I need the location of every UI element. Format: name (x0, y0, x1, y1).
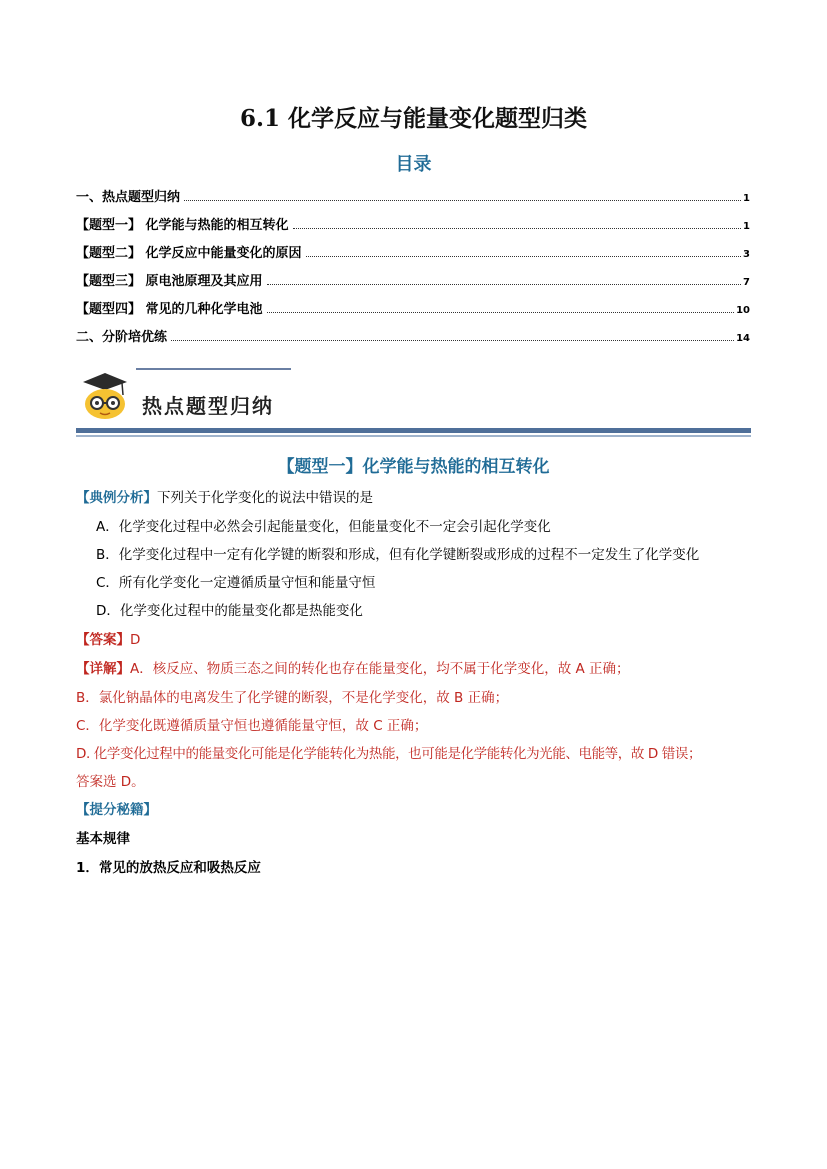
toc-leader (293, 227, 742, 229)
toc-entry-type-1[interactable] (76, 214, 750, 242)
document-title: 6.1 化学反应与能量变化题型归类 (239, 105, 588, 132)
section-banner (76, 365, 751, 437)
example-question-line (76, 486, 373, 506)
toc-entry-type-2[interactable] (76, 242, 750, 270)
answer-tag: 【答案】 (76, 632, 130, 648)
toc-page-number: 7 (743, 277, 750, 288)
toc-leader (184, 199, 741, 201)
toc-heading: 目录 (395, 154, 432, 175)
toc-page-number: 10 (736, 305, 750, 316)
toc-entry-label: 二、分阶培优练 (76, 330, 168, 345)
toc-leader (171, 339, 734, 341)
detail-line-d: D. 化学变化过程中的能量变化可能是化学能转化为热能，也可能是化学能转化为光能、电能等，故 D 错误； (76, 746, 702, 762)
tips-tag: 【提分秘籍】 (76, 802, 157, 818)
detail-conclusion: 答案选 D。 (76, 774, 145, 790)
toc-entry-label: 【题型四】 常见的几种化学电池 (76, 302, 263, 317)
example-question: 下列关于化学变化的说法中错误的是 (157, 490, 373, 506)
toc-leader (306, 255, 742, 257)
toc-page-number: 14 (736, 333, 750, 344)
toc-page-number: 3 (743, 249, 750, 260)
section-title: 【题型一】化学能与热能的相互转化 (277, 457, 550, 477)
detail-line-b: B．氯化钠晶体的电离发生了化学键的断裂，不是化学变化，故 B 正确； (76, 690, 509, 706)
answer-value: D (130, 632, 141, 648)
banner-strip-light (76, 435, 751, 437)
detail-tag: 【详解】 (76, 661, 130, 677)
detail-text-a: A．核反应、物质三态之间的转化也存在能量变化，均不属于化学变化，故 A 正确； (130, 661, 630, 677)
detail-line-a (76, 657, 630, 677)
toc-entry-label: 【题型三】 原电池原理及其应用 (76, 274, 263, 289)
banner-title: 热点题型归纳 (142, 394, 274, 418)
rule-item-1: 1．常见的放热反应和吸热反应 (76, 860, 261, 876)
student-mascot-icon (80, 371, 130, 421)
toc-entry-practice[interactable] (76, 326, 750, 354)
toc-entry-type-4[interactable] (76, 298, 750, 326)
banner-top-line (136, 368, 291, 370)
toc-page-number: 1 (743, 221, 750, 232)
option-c: C．所有化学变化一定遵循质量守恒和能量守恒 (96, 575, 376, 591)
example-tag: 【典例分析】 (76, 490, 157, 506)
toc-entry-label: 【题型一】 化学能与热能的相互转化 (76, 218, 289, 233)
answer-line (76, 628, 140, 648)
toc-leader (267, 283, 742, 285)
toc-entry-label: 一、热点题型归纳 (76, 190, 181, 205)
option-b: B．化学变化过程中一定有化学键的断裂和形成，但有化学键断裂或形成的过程不一定发生了化学变化 (96, 547, 700, 563)
toc-leader (267, 311, 735, 313)
option-d: D．化学变化过程中的能量变化都是热能变化 (96, 603, 363, 619)
detail-line-c: C．化学变化既遵循质量守恒也遵循能量守恒，故 C 正确； (76, 718, 428, 734)
rule-heading: 基本规律 (76, 831, 130, 847)
toc-entry-hot-topics[interactable] (76, 186, 750, 214)
banner-strip (76, 428, 751, 433)
toc-page-number: 1 (743, 193, 750, 204)
table-of-contents (76, 186, 750, 354)
toc-entry-label: 【题型二】 化学反应中能量变化的原因 (76, 246, 302, 261)
toc-entry-type-3[interactable] (76, 270, 750, 298)
option-a: A．化学变化过程中必然会引起能量变化，但能量变化不一定会引起化学变化 (96, 519, 551, 535)
